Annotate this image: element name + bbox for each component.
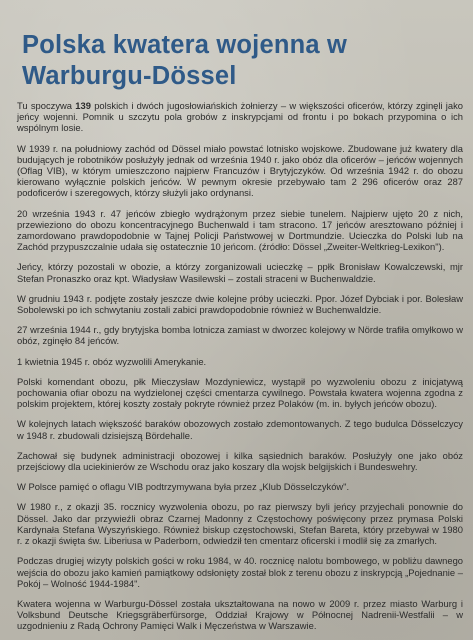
paragraph-intro	[17, 100, 463, 134]
paragraph-escape-organizers: Jeńcy, którzy pozostali w obozie, a którzy zorganizowali ucieczkę – ppłk Bronisław Kowalczewski, mjr Stefan Pronaszko oraz kpt. Władysław Wasilewski – zostali straceni w Buchenwaldzie.	[17, 261, 463, 284]
soldier-count: 139	[75, 100, 91, 111]
intro-text-end: polskich i dwóch jugosłowiańskich żołnierzy – w większości oficerów, którzy zginęli jako jeńcy wojenni. Pomnik u szczytu pola grobów z inskrypcjami od frontu i po bokach przypomina o ich wspólnym losie.	[17, 100, 463, 134]
paragraph-barracks: W kolejnych latach większość baraków obozowych zostało zdemontowanych. Z tego budulca Dösselczycy w 1948 r. zbudowali dzisiejszą Bördehalle.	[17, 418, 463, 441]
paragraph-club: W Polsce pamięć o oflagu VIB podtrzymywana była przez „Klub Dösselczyków".	[17, 481, 350, 493]
paragraph-preserved-buildings: Zachował się budynek administracji obozowej i kilka sąsiednich baraków. Posłużyły one jako obóz przejściowy dla uciekinierów ze Wschodu oraz jako koszary dla wojsk belgijskich i Bundeswehry.	[17, 449, 463, 473]
paragraph-bombing-1944: 27 września 1944 r., gdy brytyjska bomba lotnicza zamiast w dworzec kolejowy w Nörde trafiła omyłkowo w obóz, zginęło 84 jeńców.	[17, 324, 463, 347]
paragraph-1984-visit: Podczas drugiej wizyty polskich gości w roku 1984, w 40. rocznicę nalotu bombowego, w pobliżu dawnego wejścia do obozu jako kamień pamiątkowy odsłonięty został blok z terenu obozu z inskrypcją „Pojednanie – Pokój – Wolność 1944-1984".	[17, 555, 463, 589]
paragraph-war-cemetery: Polski komendant obozu, płk Mieczysław Mozdyniewicz, wystąpił po wyzwoleniu obozu z inicjatywą pochowania ofiar obozu na wydzielonej części cmentarza cywilnego. Powstała kwatera wojenna zgodna z polskim projektem, której koszty zostały pokryte również przez Polaków (m. in. byłych jeńców obozu).	[17, 375, 463, 410]
board-text	[17, 100, 463, 632]
paragraph-december-escapes: W grudniu 1943 r. podjęte zostały jeszcze dwie kolejne próby ucieczki. Ppor. Józef Dybciak i por. Bolesław Sobolewski po ich schwytaniu zostali zabici prawdopodobnie również w Buchenwaldzie.	[17, 292, 463, 316]
paragraph-camp-history: W 1939 r. na południowy zachód od Dössel miało powstać lotnisko wojskowe. Zbudowane już kwatery dla budujących je robotników posłużyły jednak od września 1940 r. jako obóz dla oficerów – jeńców wojennych (Oflag VIB), w którym umieszczono najpierw Francuzów i Brytyjczyków. Od września 1942 r. do obozu kierowano wyłącznie polskich jeńców. W pewnym okresie przebywało tam 2 296 oficerów oraz 287 podoficerów i szeregowych, którzy służyli jako ordynansi.	[17, 142, 463, 199]
paragraph-escape-1943: 20 września 1943 r. 47 jeńców zbiegło wydrążonym przez siebie tunelem. Najpierw ujęto 20 z nich, przewieziono do obozu koncentracyjnego Buchenwald i tam stracono. 17 jeńców aresztowano później i zamordowano prawdopodobnie w Tajnej Policji Państwowej w Dortmundzie. Ucieczka do Polski lub na Zachód przypuszczalnie udała się ostatecznie 10 jeńcom. (źródło: Dössel „Zweiter-Weltkrieg-Lexikon").	[17, 207, 463, 253]
board-title: Polska kwatera wojenna w Warburgu-Dössel	[22, 31, 348, 90]
paragraph-2009-redesign: Kwatera wojenna w Warburgu-Dössel została ukształtowana na nowo w 2009 r. przez miasto Warburg i Volksbund Deutsche Kriegsgräberfürsorge, Oddział Krajowy w Północnej Nadrenii-Westfalii – w uzgodnieniu z Radą Ochrony Pamięci Walk i Męczeństwa w Warszawie.	[17, 597, 463, 632]
intro-text-start: Tu spoczywa	[17, 100, 76, 111]
paragraph-1980-visit: W 1980 r., z okazji 35. rocznicy wyzwolenia obozu, po raz pierwszy byli jeńcy przyjechali ponownie do Dössel. Jako dar przywieźli obraz Czarnej Madonny z Częstochowy poświęcony przez prymasa Polski Kardynała Stefana Wyszyńskiego. Również biskup częstochowski, Stefan Bareta, który przebywał w 1980 r. z okazji święta św. Liberiusa w Paderborn, odwiedził ten cmentarz oficerski i modlił się za zmarłych.	[17, 501, 463, 547]
paragraph-liberation: 1 kwietnia 1945 r. obóz wyzwolili Amerykanie.	[17, 355, 207, 367]
